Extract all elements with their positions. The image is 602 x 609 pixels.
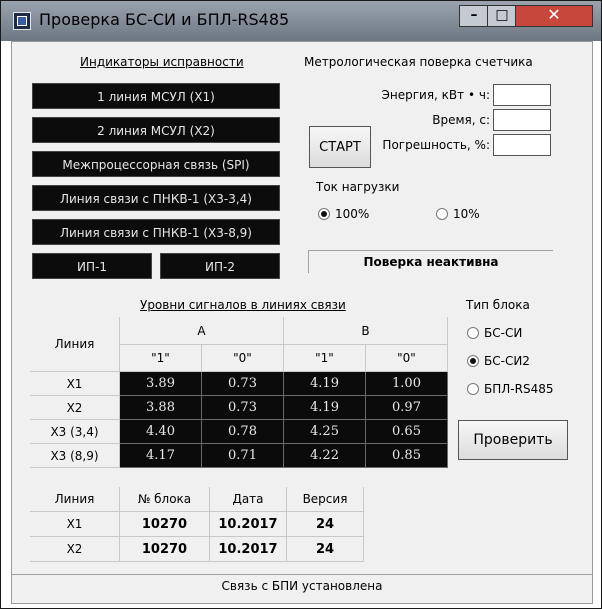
version-header-version: Версия <box>287 487 364 512</box>
signal-subheader: "0" <box>366 345 448 372</box>
error-label: Погрешность, %: <box>382 138 490 152</box>
signal-value: 4.22 <box>284 444 366 468</box>
verification-status: Поверка неактивна <box>308 250 553 273</box>
radio-bs-si[interactable] <box>467 326 522 340</box>
radio-bs-si2[interactable] <box>467 354 530 368</box>
indicator-pnkv-34: Линия связи с ПНКВ-1 (X3-3,4) <box>32 185 280 211</box>
status-bar: Связь с БПИ установлена <box>12 574 592 603</box>
indicator-spi: Межпроцессорная связь (SPI) <box>32 151 280 177</box>
signal-row-label: X3 (8,9) <box>30 444 120 468</box>
block-version-table <box>30 487 364 562</box>
radio-bpl-rs485[interactable] <box>467 382 553 396</box>
version-header-date: Дата <box>210 487 287 512</box>
indicator-ip1: ИП-1 <box>32 253 152 279</box>
client-area <box>11 41 593 604</box>
radio-load-10[interactable] <box>436 207 480 221</box>
version-row-block: 10270 <box>120 537 210 562</box>
version-header-line: Линия <box>30 487 120 512</box>
load-current-title: Ток нагрузки <box>316 180 400 194</box>
radio-bs-si-indicator[interactable] <box>467 327 479 339</box>
radio-bpl-rs485-indicator[interactable] <box>467 383 479 395</box>
signal-row-label: X2 <box>30 396 120 420</box>
title-bar[interactable] <box>1 1 601 41</box>
radio-load-10-indicator[interactable] <box>436 208 448 220</box>
signal-levels-table <box>30 317 448 467</box>
indicator-line2: 2 линия МСУЛ (X2) <box>32 117 280 143</box>
signal-value: 4.40 <box>120 420 202 444</box>
signal-value: 4.19 <box>284 372 366 396</box>
version-row-date: 10.2017 <box>210 512 287 537</box>
indicators-title: Индикаторы исправности <box>80 55 244 69</box>
version-row-version: 24 <box>287 512 364 537</box>
radio-bs-si2-label: БС-СИ2 <box>484 354 530 368</box>
metrology-title: Метрологическая поверка счетчика <box>304 55 533 69</box>
radio-bpl-rs485-label: БПЛ-RS485 <box>484 382 554 396</box>
signal-header-a: А <box>120 317 284 345</box>
signal-subheader: "1" <box>284 345 366 372</box>
signal-value: 0.73 <box>202 372 284 396</box>
start-button[interactable]: СТАРТ <box>309 126 371 168</box>
signal-value: 3.88 <box>120 396 202 420</box>
version-row-line: X1 <box>30 512 120 537</box>
version-row-line: X2 <box>30 537 120 562</box>
signal-value: 0.71 <box>202 444 284 468</box>
signal-value: 4.25 <box>284 420 366 444</box>
radio-load-100-label: 100% <box>335 207 370 221</box>
signal-row-label: X3 (3,4) <box>30 420 120 444</box>
signal-value: 4.17 <box>120 444 202 468</box>
signal-header-b: В <box>284 317 448 345</box>
indicator-line1: 1 линия МСУЛ (X1) <box>32 83 280 109</box>
indicator-ip2: ИП-2 <box>160 253 280 279</box>
version-header-block: № блока <box>120 487 210 512</box>
signal-value: 0.78 <box>202 420 284 444</box>
signal-value: 0.65 <box>366 420 448 444</box>
signal-row-label: X1 <box>30 372 120 396</box>
check-button[interactable]: Проверить <box>458 420 568 460</box>
signal-value: 0.97 <box>366 396 448 420</box>
app-icon <box>13 12 31 30</box>
close-button[interactable]: ✕ <box>515 5 593 27</box>
error-field[interactable] <box>493 134 551 156</box>
time-label: Время, с: <box>432 113 490 127</box>
signal-subheader: "0" <box>202 345 284 372</box>
signal-value: 0.85 <box>366 444 448 468</box>
signal-subheader: "1" <box>120 345 202 372</box>
time-field[interactable] <box>493 109 551 131</box>
version-row-version: 24 <box>287 537 364 562</box>
signals-title: Уровни сигналов в линиях связи <box>140 298 346 312</box>
window-title: Проверка БС-СИ и БПЛ-RS485 <box>39 10 290 29</box>
radio-bs-si2-indicator[interactable] <box>467 355 479 367</box>
version-row-date: 10.2017 <box>210 537 287 562</box>
indicator-pnkv-89: Линия связи с ПНКВ-1 (X3-8,9) <box>32 219 280 245</box>
signal-value: 1.00 <box>366 372 448 396</box>
energy-field[interactable] <box>493 84 551 106</box>
signal-value: 4.19 <box>284 396 366 420</box>
radio-bs-si-label: БС-СИ <box>484 326 523 340</box>
block-type-title: Тип блока <box>466 298 530 312</box>
radio-load-10-label: 10% <box>453 207 480 221</box>
radio-load-100-indicator[interactable] <box>318 208 330 220</box>
signal-header-line: Линия <box>30 317 120 372</box>
signal-value: 0.73 <box>202 396 284 420</box>
minimize-button[interactable]: – <box>459 5 489 27</box>
maximize-button[interactable]: □ <box>487 5 517 27</box>
radio-load-100[interactable] <box>318 207 369 221</box>
energy-label: Энергия, кВт • ч: <box>381 88 490 102</box>
version-row-block: 10270 <box>120 512 210 537</box>
signal-value: 3.89 <box>120 372 202 396</box>
